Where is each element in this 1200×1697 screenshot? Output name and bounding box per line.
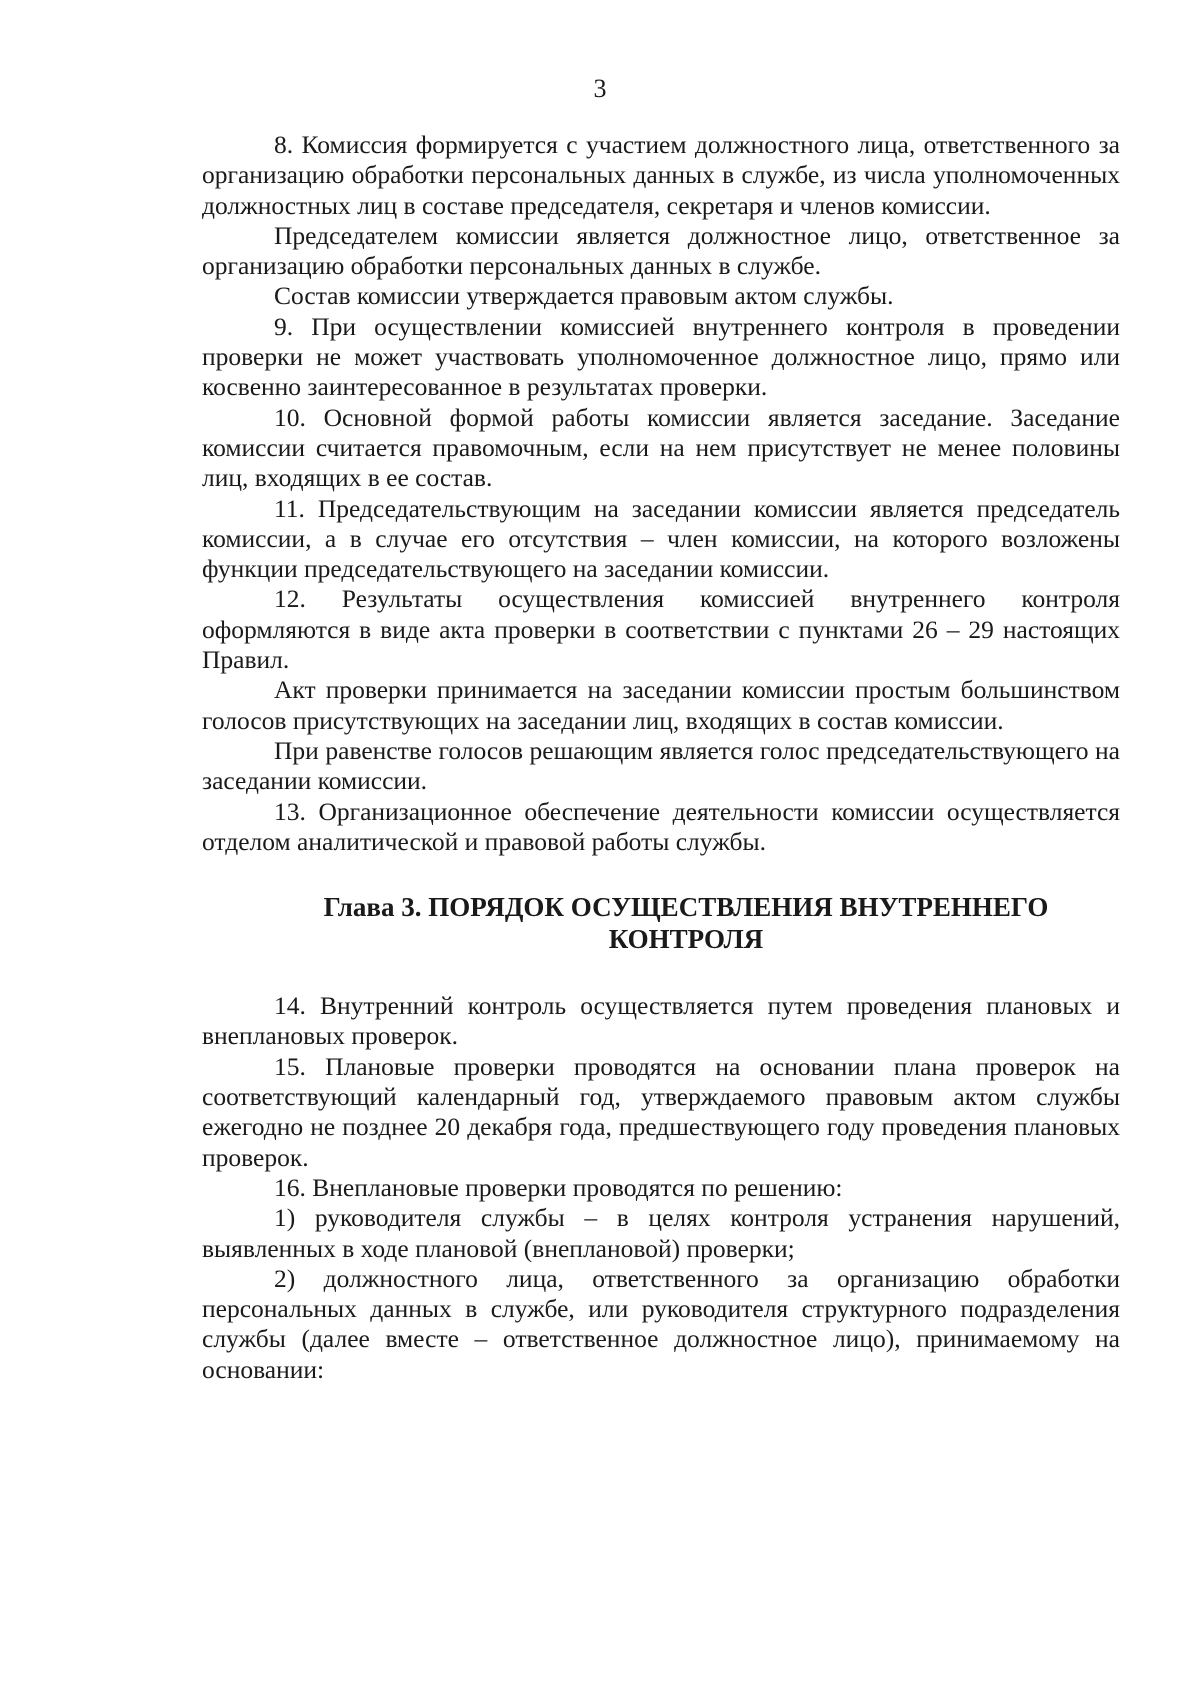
section-internal-control (202, 991, 1120, 1385)
paragraph-10: 10. Основной формой работы комиссии является заседание. Заседание комиссии считается правомочным, если на нем присутствует не менее половины лиц, входящих в ее состав. (202, 402, 1120, 493)
paragraph-composition: Состав комиссии утверждается правовым актом службы. (274, 281, 894, 311)
paragraph-16: 16. Внеплановые проверки проводятся по решению: (274, 1172, 843, 1202)
chapter-heading: Глава 3. ПОРЯДОК ОСУЩЕСТВЛЕНИЯ ВНУТРЕННЕГО КОНТРОЛЯ (323, 892, 1049, 955)
page-number: 3 (593, 74, 607, 103)
paragraph-13: 13. Организационное обеспечение деятельности комиссии осуществляется отделом аналитической и правовой работы службы. (202, 796, 1120, 856)
paragraph-chairman: Председателем комиссии является должностное лицо, ответственное за организацию обработки персональных данных в службе. (202, 220, 1120, 281)
paragraph-14: 14. Внутренний контроль осуществляется путем проведения плановых и внеплановых проверок. (202, 991, 1120, 1051)
section-commission (202, 130, 1120, 857)
paragraph-act-adoption: Акт проверки принимается на заседании комиссии простым большинством голосов присутствующих на заседании лиц, входящих в состав комиссии. (202, 675, 1120, 735)
paragraph-16-item-2: 2) должностного лица, ответственного за организацию обработки персональных данных в службе, или руководителя структурного подразделения службы (далее вместе – ответственное должностное лицо), принимаемому на основании: (202, 1263, 1120, 1384)
paragraph-11: 11. Председательствующим на заседании комиссии является председатель комиссии, а в случае его отсутствия – член комиссии, на которого возложены функции председательствующего на заседании комиссии. (202, 493, 1120, 584)
paragraph-15: 15. Плановые проверки проводятся на основании плана проверок на соответствующий календарный год, утверждаемого правовым актом службы ежегодно не позднее 20 декабря года, предшествующего году проведения плановых проверок. (202, 1051, 1120, 1172)
document-body (202, 130, 1120, 1385)
paragraph-equal-votes: При равенстве голосов решающим является голос председательствующего на заседании комиссии. (202, 735, 1120, 796)
paragraph-8: 8. Комиссия формируется с участием должностного лица, ответственного за организацию обработки персональных данных в службе, из числа уполномоченных должностных лиц в составе председателя, секретаря и членов комиссии. (202, 130, 1120, 220)
paragraph-16-item-1: 1) руководителя службы – в целях контроля устранения нарушений, выявленных в ходе плановой (внеплановой) проверки; (202, 1203, 1120, 1263)
paragraph-12: 12. Результаты осуществления комиссией внутреннего контроля оформляются в виде акта проверки в соответствии с пунктами 26 – 29 настоящих Правил. (202, 584, 1120, 675)
paragraph-9: 9. При осуществлении комиссией внутреннего контроля в проведении проверки не может участвовать уполномоченное должностное лицо, прямо или косвенно заинтересованное в результатах проверки. (202, 311, 1120, 402)
